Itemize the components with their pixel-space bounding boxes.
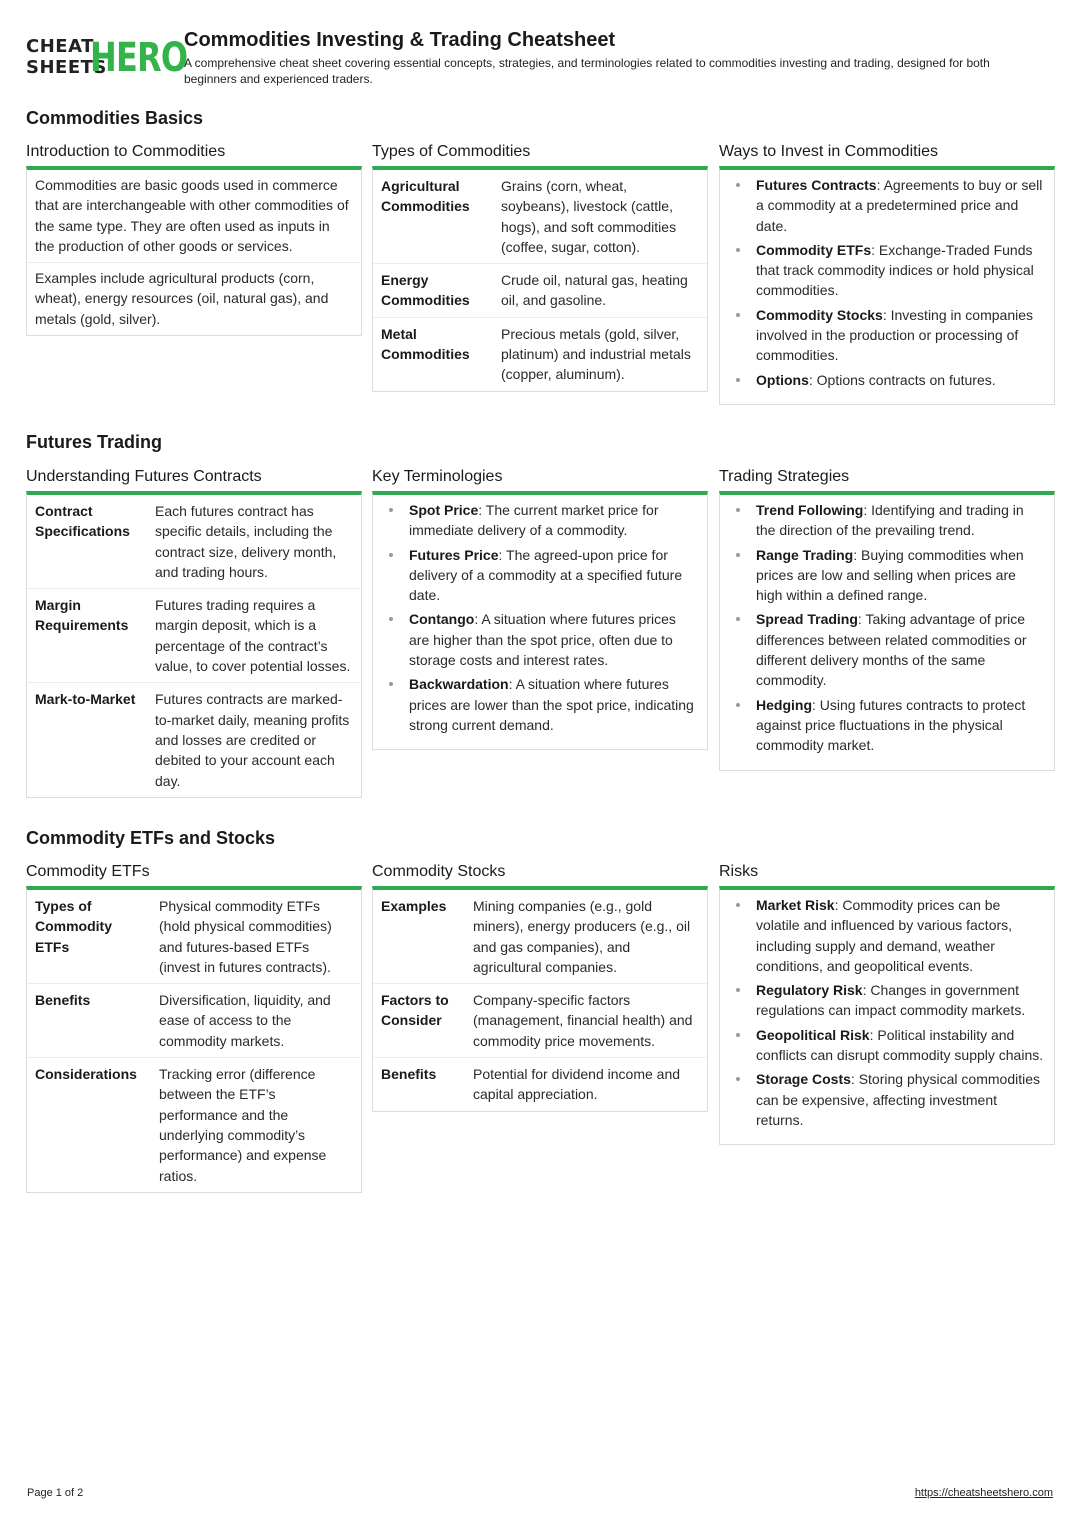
card-body [719,166,1055,405]
definition: : Taking advantage of price differences between related commodities or different delivery months of the same commodity. [756,611,1027,689]
section-title-etfs-stocks: Commodity ETFs and Stocks [26,828,276,848]
card-title: Risks [719,863,759,880]
card-body [26,166,362,336]
row-value: Each futures contract has specific details, including the contract size, delivery month, and trading hours. [155,503,337,580]
footer-link[interactable]: https://cheatsheetshero.com [914,1487,1053,1499]
list-item [734,1025,1046,1066]
card-trading-strategies [719,467,1055,771]
page-subtitle: A comprehensive cheat sheet covering essential concepts, strategies, and terminologies related to commodities investing and trading, designed for both beginners and experienced traders. [184,56,990,86]
card-body [26,491,362,798]
table-row [373,890,707,984]
row-key: Margin Requirements [35,597,129,634]
definition: : Using futures contracts to protect against price fluctuations in the physical commodity market. [756,696,1026,754]
table-row [27,890,361,984]
logo-text-hero: HERO [90,35,188,81]
key-value-table [373,170,707,391]
page-header [26,28,1056,90]
term: Range Trading [756,546,854,563]
bullet-list [373,495,707,749]
definition: : A situation where futures prices are higher than the spot price, often due to storage costs and interest rates. [409,611,676,669]
table-row [27,984,361,1058]
table-row [27,495,361,589]
card-body [719,886,1055,1145]
card-title: Key Terminologies [372,468,503,485]
card-title: Commodity ETFs [26,863,150,880]
row-value: Futures contracts are marked-to-market daily, meaning profits and losses are credited or debited to your account each day. [155,691,350,789]
table-row [373,317,707,390]
key-value-table [27,495,361,797]
card-body [372,886,708,1112]
list-item [734,609,1046,690]
term: Storage Costs [756,1071,851,1088]
card-body [372,491,708,750]
definition: : Agreements to buy or sell a commodity at a predetermined price and date. [756,177,1043,234]
row-value: Mining companies (e.g., gold miners), energy producers (e.g., oil and gas companies), and agricultural companies. [473,898,691,975]
definition: : Buying commodities when prices are low and selling when prices are high within a defined range. [756,546,1024,604]
list-item [734,980,1046,1021]
term: Futures Contracts [756,177,877,193]
definition: : Investing in companies involved in the production or processing of commodities. [756,306,1034,364]
list-item [387,674,699,735]
list-item [734,695,1046,756]
card-body [372,166,708,392]
section-title-futures: Futures Trading [26,432,163,452]
card-understanding-futures [26,467,362,798]
table-row [373,984,707,1058]
card-body [719,491,1055,771]
term: Backwardation [409,676,509,693]
table-row [27,1058,361,1192]
list-item [734,305,1046,366]
key-value-table [27,890,361,1192]
row-key: Types of Commodity ETFs [35,898,112,955]
list-item [734,175,1046,236]
row-value: Grains (corn, wheat, soybeans), livestock (cattle, hogs), and soft commodities (coffee, sugar, cotton). [501,178,677,255]
definition: : Exchange-Traded Funds that track commodity indices or hold physical commodities. [756,241,1034,299]
term: Options [756,371,809,388]
table-row [27,589,361,683]
definition: : The current market price for immediate delivery of a commodity. [409,502,659,539]
row-value: Tracking error (difference between the ETF’s performance and the underlying commodity’s performance) and expense ratios. [159,1066,327,1184]
list-item [734,1069,1046,1130]
definition: : Storing physical commodities can be expensive, affecting investment returns. [756,1071,1040,1128]
row-value: Diversification, liquidity, and ease of access to the commodity markets. [159,992,331,1049]
bullet-list [720,495,1054,770]
list-item [734,240,1046,301]
card-risks [719,862,1055,1145]
list-item [734,370,1046,390]
card-key-terminologies [372,467,708,750]
row-value: Futures trading requires a margin deposit, which is a percentage of the contract’s value, to cover potential losses. [155,597,351,675]
term: Commodity Stocks [756,306,883,323]
table-row [27,683,361,797]
cheatsheetshero-logo[interactable] [26,35,188,81]
term: Trend Following [756,502,864,518]
card-introduction [26,142,362,336]
list-item [387,500,699,541]
card-ways-to-invest [719,142,1055,405]
card-commodity-etfs [26,862,362,1193]
list-item [734,500,1046,541]
row-key: Considerations [35,1066,137,1083]
logo-text-sheets: SHEETS [26,57,107,78]
row-key: Agricultural Commodities [381,178,470,215]
table-row [373,264,707,318]
term: Market Risk [756,897,835,913]
definition: : Options contracts on futures. [808,371,996,388]
card-title: Ways to Invest in Commodities [719,143,939,160]
paragraph: Examples include agricultural products (corn, wheat), energy resources (oil, natural gas), and metals (gold, silver). [35,270,329,327]
logo-text-cheat: CHEAT [26,36,94,57]
row-key: Benefits [381,1066,437,1083]
definition: : The agreed-upon price for delivery of a commodity at a specified future date. [409,546,683,604]
page-number: Page 1 of 2 [27,1487,84,1499]
table-row [373,170,707,264]
row-key: Benefits [35,992,91,1009]
card-types-of-commodities [372,142,708,392]
row-value: Crude oil, natural gas, heating oil, and gasoline. [501,272,688,309]
term: Geopolitical Risk [756,1026,870,1043]
term: Futures Price [409,546,499,563]
row-value: Company-specific factors (management, financial health) and commodity price movements. [473,992,693,1049]
row-key: Contract Specifications [35,503,130,540]
row-value: Potential for dividend income and capital appreciation. [473,1066,681,1103]
card-commodity-stocks [372,862,708,1112]
card-title: Trading Strategies [719,468,850,485]
bullet-list [720,890,1054,1144]
row-value: Physical commodity ETFs (hold physical commodities) and futures-based ETFs (invest in futures contracts). [159,898,332,975]
list-item [734,545,1046,606]
row-key: Examples [381,898,447,914]
card-body [26,886,362,1193]
term: Spot Price [409,502,479,518]
term: Regulatory Risk [756,982,863,999]
paragraph: Commodities are basic goods used in commerce that are interchangeable with other commodities of the same type. They are often used as inputs in the production of other goods or services. [27,170,361,263]
page-title: Commodities Investing & Trading Cheatsheet [184,29,616,51]
definition: : Political instability and conflicts can disrupt commodity supply chains. [756,1026,1044,1064]
list-item [387,609,699,670]
row-key: Mark-to-Market [35,691,136,708]
term: Hedging [756,696,812,713]
definition: : Identifying and trading in the direction of the prevailing trend. [756,502,1024,539]
list-item [387,545,699,606]
row-value: Precious metals (gold, silver, platinum) and industrial metals (copper, aluminum). [501,325,691,383]
definition: : Changes in government regulations can impact commodity markets. [756,982,1026,1019]
definition: : A situation where futures prices are lower than the spot price, indicating strong current demand. [409,676,694,733]
definition: : Commodity prices can be volatile and influenced by various factors, including supply and demand, weather conditions, and geopolitical events. [756,897,1013,974]
term: Contango [409,611,475,628]
card-title: Understanding Futures Contracts [26,468,262,485]
table-row [373,1058,707,1111]
key-value-table [373,890,707,1111]
row-key: Factors to Consider [381,992,449,1029]
term: Commodity ETFs [756,241,872,258]
bullet-list [720,170,1054,404]
list-item [734,895,1046,976]
section-title-basics: Commodities Basics [26,108,204,128]
card-title: Commodity Stocks [372,863,506,880]
row-key: Metal Commodities [381,325,470,363]
card-title: Types of Commodities [372,143,531,160]
card-title: Introduction to Commodities [26,143,226,160]
row-key: Energy Commodities [381,272,470,309]
term: Spread Trading [756,611,858,628]
